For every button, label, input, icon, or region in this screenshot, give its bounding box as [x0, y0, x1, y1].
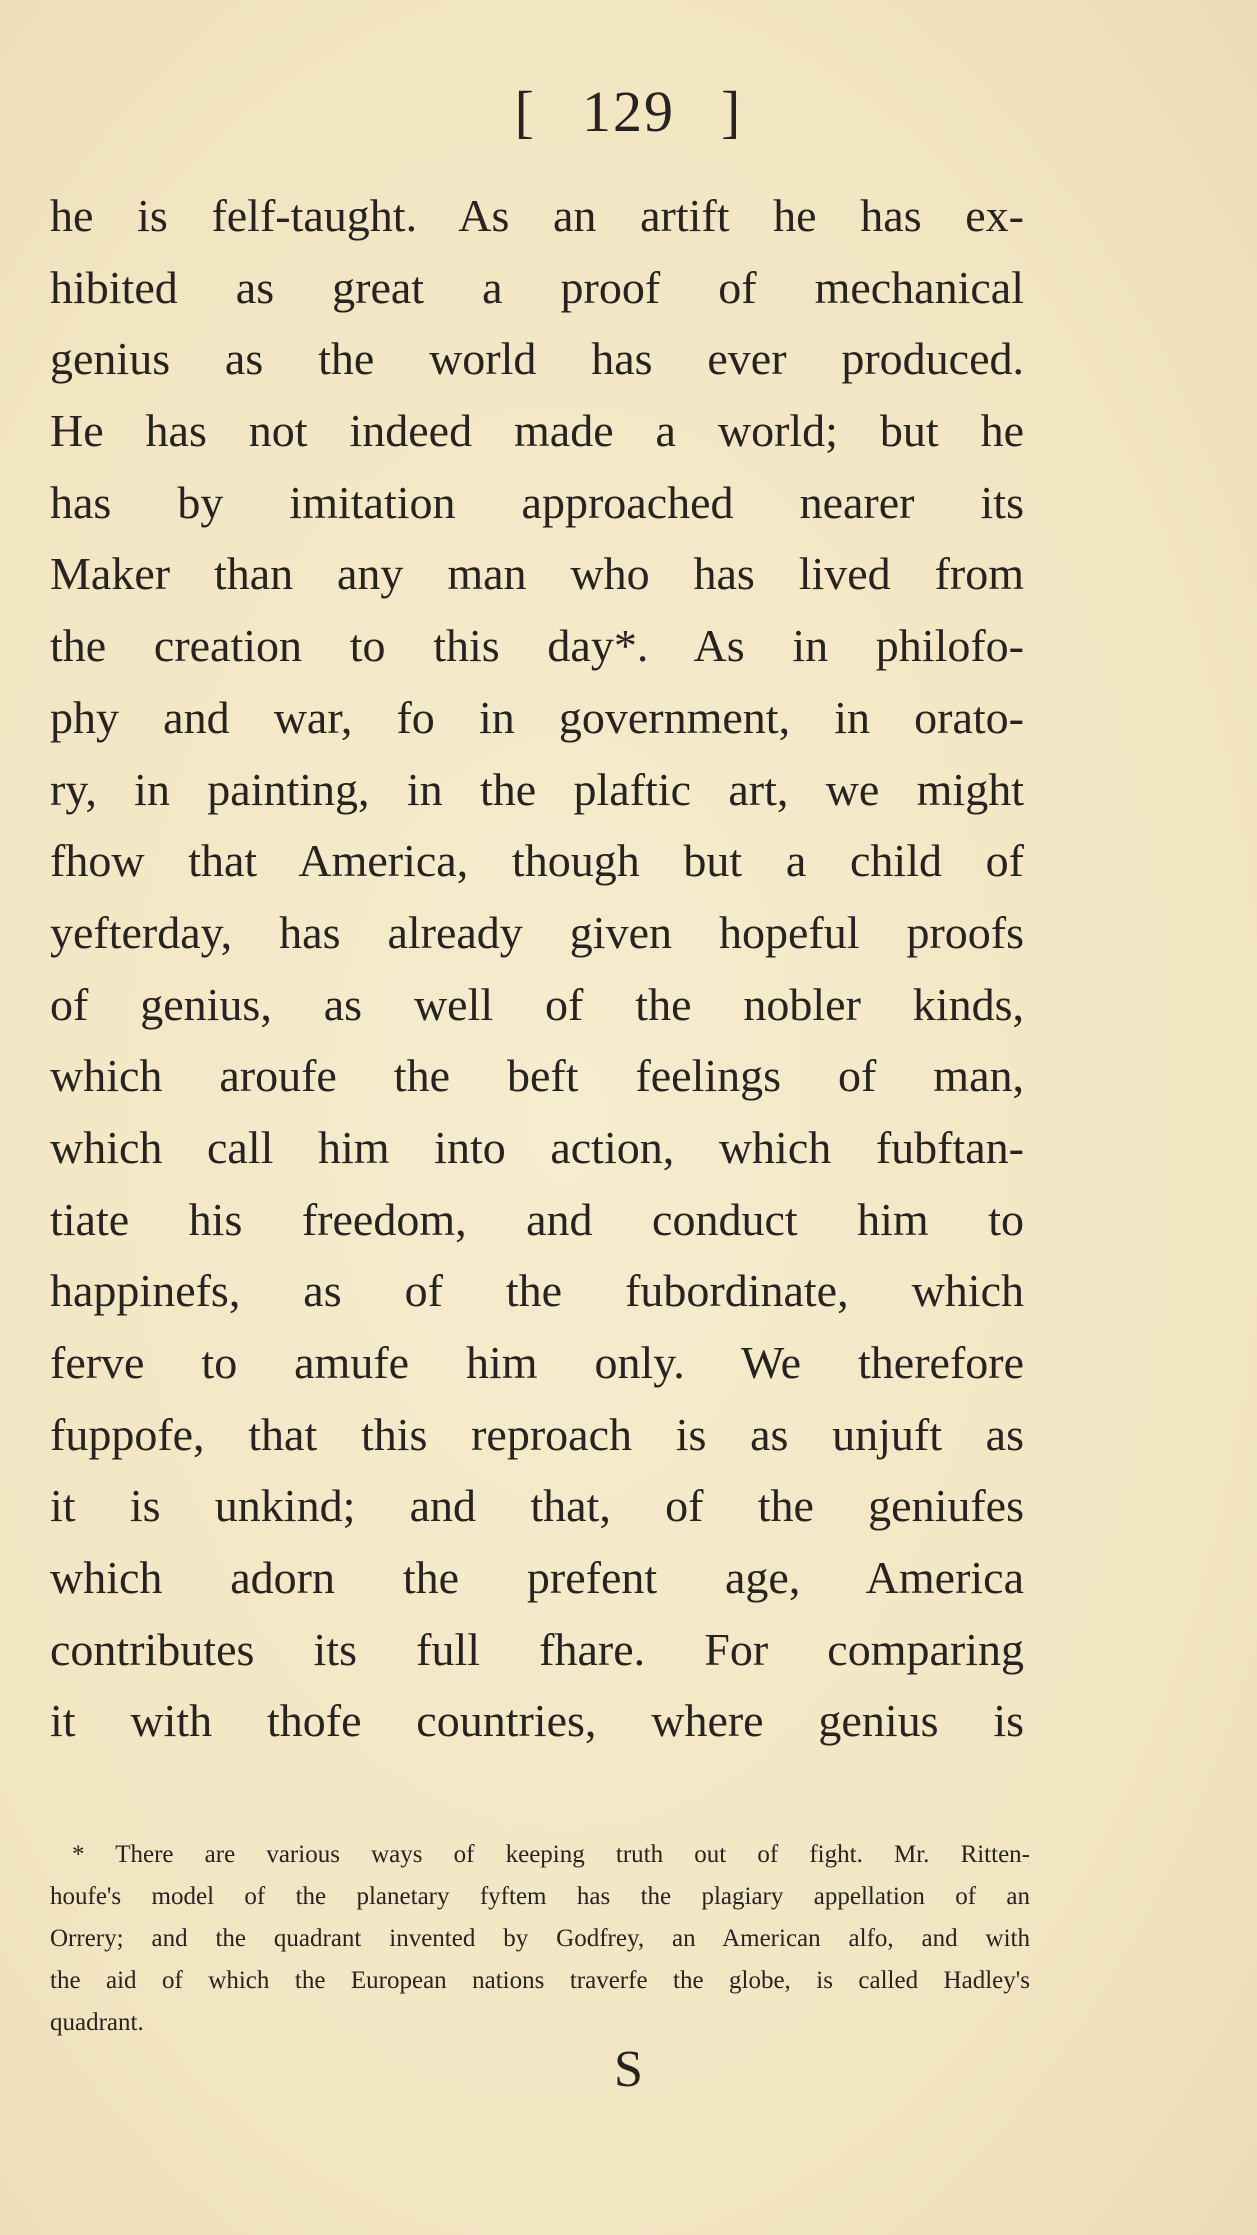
text-line: hibited as great a proof of mechanical: [50, 261, 1024, 313]
text-line: fuppofe, that this reproach is as unjuft as: [50, 1408, 1024, 1460]
footnote-line: * There are various ways of keeping truth out of fight. Mr. Ritten-: [72, 1841, 1030, 1868]
open-bracket: [: [514, 79, 536, 144]
text-line: happinefs, as of the fubordinate, which: [50, 1265, 1024, 1317]
text-line: ferve to amufe him only. We therefore: [50, 1337, 1024, 1388]
footnote-line: Orrery; and the quadrant invented by Godfrey, an American alfo, and with: [50, 1925, 1030, 1952]
footnote-line: the aid of which the European nations traverfe the globe, is called Hadley's: [50, 1967, 1030, 1994]
text-line: He has not indeed made a world; but he: [50, 405, 1024, 457]
text-line: phy and war, fo in government, in orato-: [50, 691, 1024, 743]
text-line: yefterday, has already given hopeful proofs: [50, 906, 1024, 958]
text-line: tiate his freedom, and conduct him to: [50, 1193, 1024, 1245]
text-line: the creation to this day*. As in philofo-: [50, 620, 1024, 672]
footnote-line: houfe's model of the planetary fyftem has the plagiary appellation of an: [50, 1883, 1030, 1910]
page-number: 129: [582, 79, 675, 144]
text-line: Maker than any man who has lived from: [50, 548, 1024, 600]
text-line: of genius, as well of the nobler kinds,: [50, 978, 1024, 1030]
text-line: contributes its full fhare. For comparing: [50, 1623, 1024, 1675]
text-line: which aroufe the beft feelings of man,: [50, 1050, 1024, 1102]
main-text: [50, 180, 1024, 1757]
footnote-line: quadrant.: [50, 2009, 144, 2036]
text-line: it with thofe countries, where genius is: [50, 1695, 1024, 1747]
text-line: genius as the world has ever produced.: [50, 333, 1024, 385]
text-line: he is felf-taught. As an artift he has ex-: [50, 190, 1024, 241]
page-header: [0, 78, 1257, 145]
close-bracket: ]: [721, 79, 743, 144]
text-line: which adorn the prefent age, America: [50, 1552, 1024, 1604]
text-line: it is unkind; and that, of the geniufes: [50, 1480, 1024, 1532]
signature-mark: S: [614, 2041, 643, 2098]
footnote: [50, 1834, 1030, 2044]
text-line: which call him into action, which fubftan-: [50, 1121, 1024, 1173]
text-line: ry, in painting, in the plaftic art, we might: [50, 763, 1024, 815]
text-line: has by imitation approached nearer its: [50, 476, 1024, 528]
text-line: fhow that America, though but a child of: [50, 835, 1024, 887]
